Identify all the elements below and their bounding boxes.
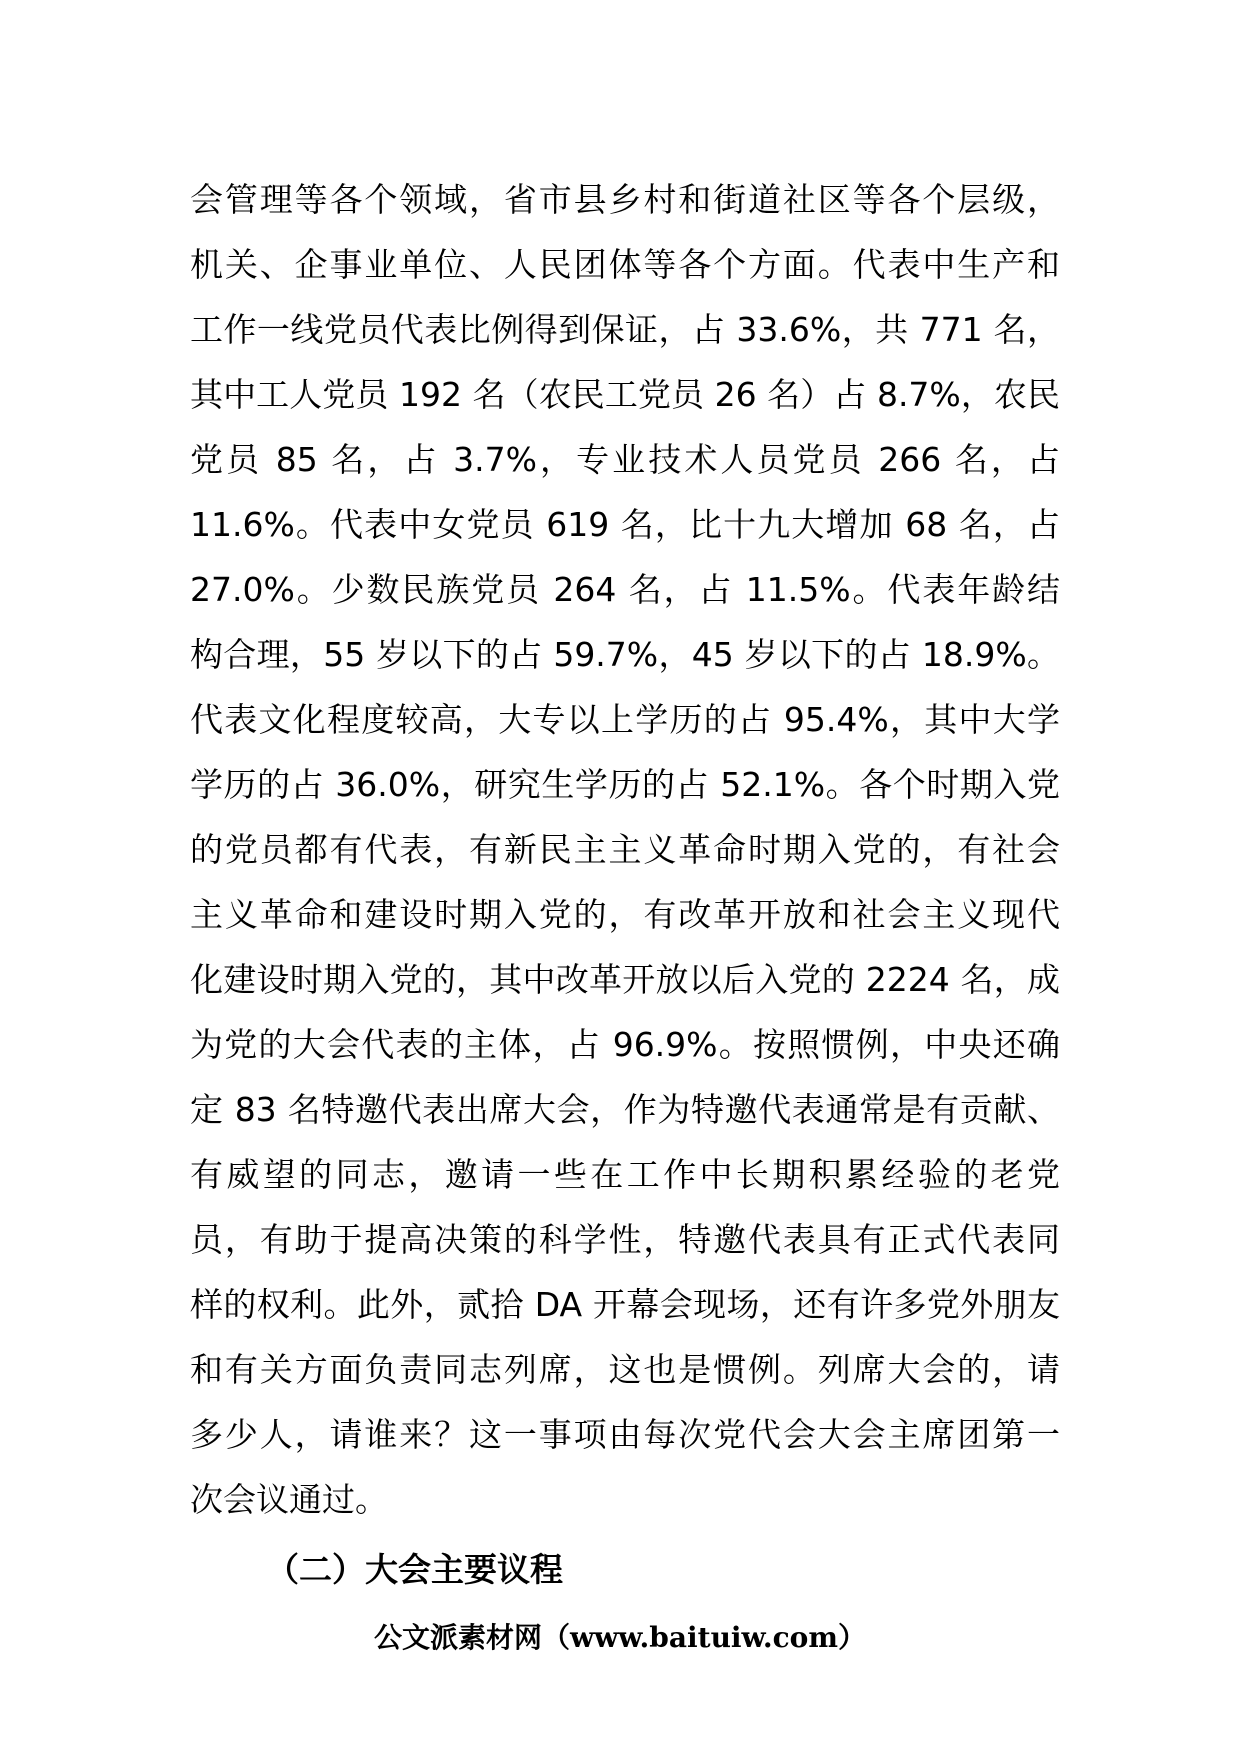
paragraph-line: 学历的占 36.0%，研究生学历的占 52.1%。各个时期入党 <box>190 765 1060 804</box>
paragraph-line: 为党的大会代表的主体，占 96.9%。按照惯例，中央还确 <box>190 1025 1060 1064</box>
paragraph-line: 和有关方面负责同志列席，这也是惯例。列席大会的，请 <box>190 1350 1060 1389</box>
paragraph-line: 主义革命和建设时期入党的，有改革开放和社会主义现代 <box>190 895 1060 934</box>
paragraph-line: 会管理等各个领域，省市县乡村和街道社区等各个层级， <box>190 180 1060 219</box>
paragraph-line: 27.0%。少数民族党员 264 名，占 11.5%。代表年龄结 <box>190 570 1060 609</box>
paragraph-line: 其中工人党员 192 名（农民工党员 26 名）占 8.7%，农民 <box>190 375 1060 414</box>
paragraph-line: 构合理，55 岁以下的占 59.7%，45 岁以下的占 18.9%。 <box>190 635 1060 674</box>
paragraph-line: 多少人，请谁来？这一事项由每次党代会大会主席团第一 <box>190 1415 1060 1454</box>
paragraph-line: 党员 85 名，占 3.7%，专业技术人员党员 266 名，占 <box>190 440 1060 479</box>
paragraph-line: 次会议通过。 <box>190 1480 388 1519</box>
paragraph-line: 的党员都有代表，有新民主主义革命时期入党的，有社会 <box>190 830 1060 869</box>
paragraph-line: 样的权利。此外，贰拾 DA 开幕会现场，还有许多党外朋友 <box>190 1285 1060 1324</box>
paragraph-line: 代表文化程度较高，大专以上学历的占 95.4%，其中大学 <box>190 700 1060 739</box>
paragraph-line: 机关、企事业单位、人民团体等各个方面。代表中生产和 <box>190 245 1060 284</box>
body-paragraph <box>190 170 1060 1535</box>
section-heading: （二）大会主要议程 <box>266 1550 563 1589</box>
paragraph-line: 有威望的同志，邀请一些在工作中长期积累经验的老党 <box>190 1155 1060 1194</box>
footer-source-watermark: 公文派素材网（www.baituiw.com） <box>374 1621 866 1654</box>
paragraph-line: 员，有助于提高决策的科学性，特邀代表具有正式代表同 <box>190 1220 1060 1259</box>
paragraph-line: 定 83 名特邀代表出席大会，作为特邀代表通常是有贡献、 <box>190 1090 1060 1129</box>
paragraph-line: 工作一线党员代表比例得到保证，占 33.6%，共 771 名， <box>190 310 1060 349</box>
paragraph-line: 11.6%。代表中女党员 619 名，比十九大增加 68 名，占 <box>190 505 1060 544</box>
paragraph-line: 化建设时期入党的，其中改革开放以后入党的 2224 名，成 <box>190 960 1060 999</box>
